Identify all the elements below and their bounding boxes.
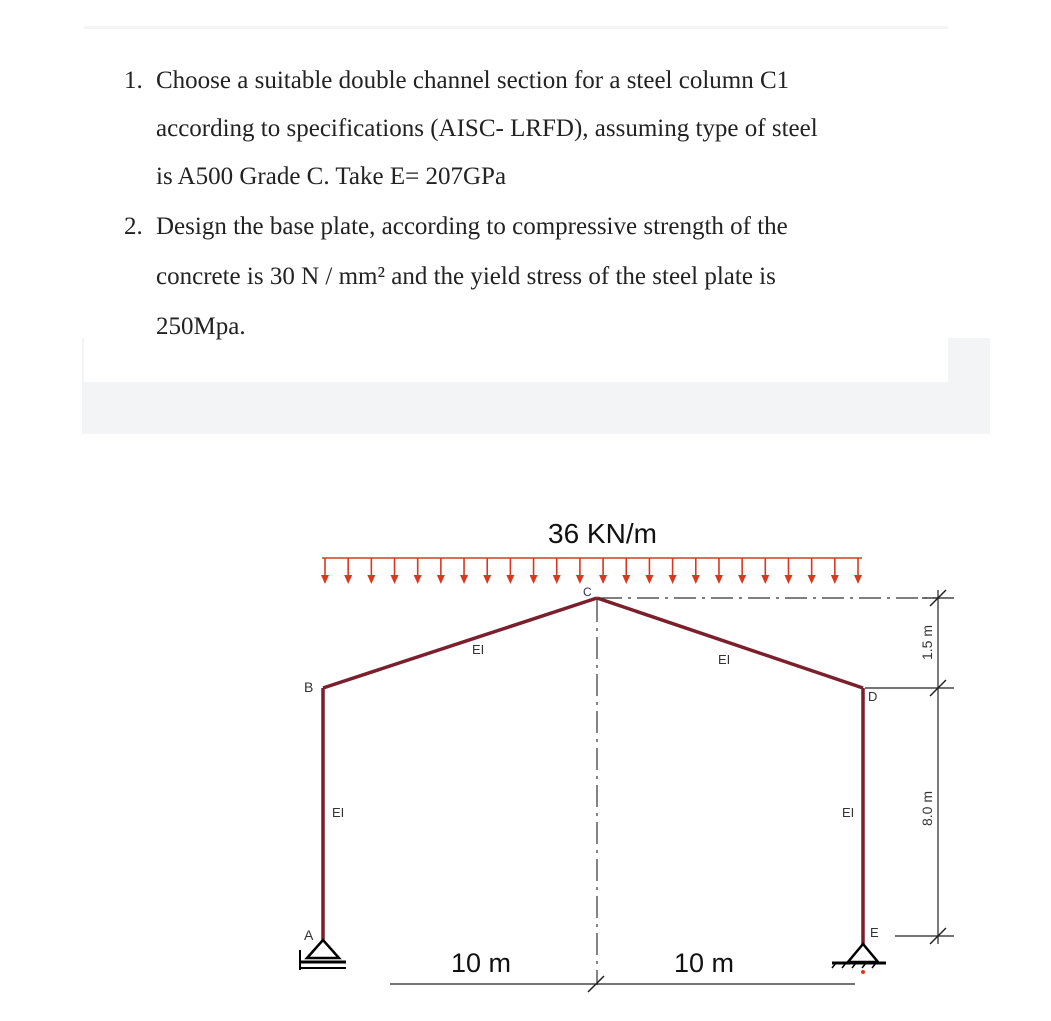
question-2-number: 2. (124, 213, 143, 240)
load-arrow-head (414, 575, 422, 584)
support-a-icon (300, 940, 346, 970)
question-2-line-1: Design the base plate, according to compressive strength of the (156, 213, 788, 240)
span-left-label: 10 m (451, 948, 512, 978)
load-arrow-head (784, 575, 792, 584)
node-label-d: D (868, 689, 878, 704)
question-2-line-3: 250Mpa. (156, 313, 246, 340)
load-arrow-head (669, 575, 677, 584)
load-arrow-head (808, 575, 816, 584)
support-e-icon (832, 944, 886, 974)
height-dimension (865, 590, 954, 944)
node-label-b: B (304, 679, 314, 695)
left-rafter (323, 598, 597, 688)
member-label-right-column: EI (842, 805, 855, 820)
load-arrow-head (530, 575, 538, 584)
dim-rise-label: 1.5 m (919, 624, 935, 660)
node-label-c: C (583, 585, 592, 599)
dim-column-label: 8.0 m (919, 790, 935, 826)
node-label-a: A (304, 927, 314, 943)
load-arrow-head (599, 575, 607, 584)
distributed-load (321, 558, 862, 584)
question-1-line-1: Choose a suitable double channel section for a steel column C1 (156, 67, 790, 94)
load-arrow-head (715, 575, 723, 584)
load-arrows (321, 558, 862, 584)
right-rafter (597, 598, 863, 688)
span-right-label: 10 m (674, 948, 735, 978)
load-arrow-head (854, 575, 862, 584)
span-dimension (390, 976, 855, 992)
load-arrow-head (692, 575, 700, 584)
load-arrow-head (344, 575, 352, 584)
load-arrow-head (367, 575, 375, 584)
question-1-line-2: according to specifications (AISC- LRFD), assuming type of steel (156, 115, 818, 142)
question-1-line-3: is A500 Grade C. Take E= 207GPa (156, 163, 507, 190)
load-arrow-head (506, 575, 514, 584)
load-arrow-head (321, 575, 329, 584)
frame-members (323, 598, 863, 944)
load-arrow-head (761, 575, 769, 584)
member-label-right-rafter: EI (718, 652, 731, 667)
load-arrow-head (576, 575, 584, 584)
question-1-number: 1. (124, 67, 143, 94)
member-label-left-column: EI (332, 805, 345, 820)
load-arrow-head (460, 575, 468, 584)
load-arrow-head (391, 575, 399, 584)
load-arrow-head (831, 575, 839, 584)
load-arrow-head (738, 575, 746, 584)
question-2-line-2: concrete is 30 N / mm² and the yield stress of the steel plate is (156, 263, 776, 290)
load-label: 36 KN/m (548, 518, 657, 549)
node-label-e: E (870, 925, 879, 940)
load-arrow-head (483, 575, 491, 584)
load-arrow-head (622, 575, 630, 584)
load-arrow-head (645, 575, 653, 584)
member-label-left-rafter: EI (472, 642, 485, 657)
load-arrow-head (437, 575, 445, 584)
load-arrow-head (553, 575, 561, 584)
